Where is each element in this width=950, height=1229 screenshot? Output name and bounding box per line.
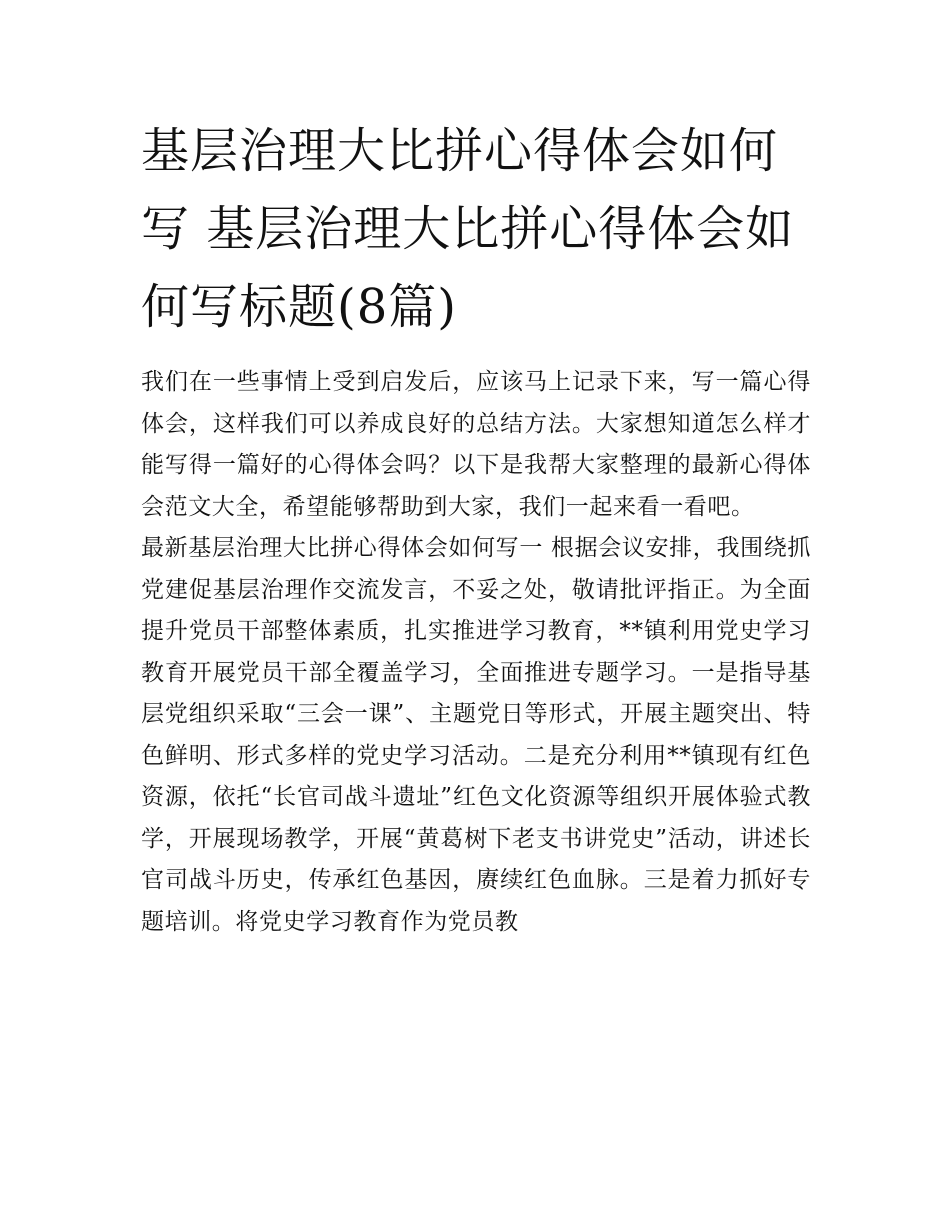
body-paragraph: 最新基层治理大比拼心得体会如何写一 根据会议安排，我围绕抓党建促基层治理作交流发言，不妥之处，敬请批评指正。为全面提升党员干部整体素质，扎实推进学习教育，**镇利用党史学习教育开展党员干部全覆盖学习，全面推进专题学习。一是指导基层党组织采取“三会一课”、主题党日等形式，开展主题突出、特色鲜明、形式多样的党史学习活动。二是充分利用**镇现有红色资源，依托“长官司战斗遗址”红色文化资源等组织开展体验式教学，开展现场教学，开展“黄葛树下老支书讲党史”活动，讲述长官司战斗历史，传承红色基因，赓续红色血脉。三是着力抓好专题培训。将党史学习教育作为党员教 xyxy=(141,535,811,935)
document-page xyxy=(141,112,811,943)
intro-paragraph: 我们在一些事情上受到启发后，应该马上记录下来，写一篇心得体会，这样我们可以养成良好的总结方法。大家想知道怎么样才能写得一篇好的心得体会吗？以下是我帮大家整理的最新心得体会范文大全，希望能够帮助到大家，我们一起来看一看吧。 xyxy=(141,369,811,520)
document-title: 基层治理大比拼心得体会如何写 基层治理大比拼心得体会如何写标题(8篇) xyxy=(141,123,795,335)
